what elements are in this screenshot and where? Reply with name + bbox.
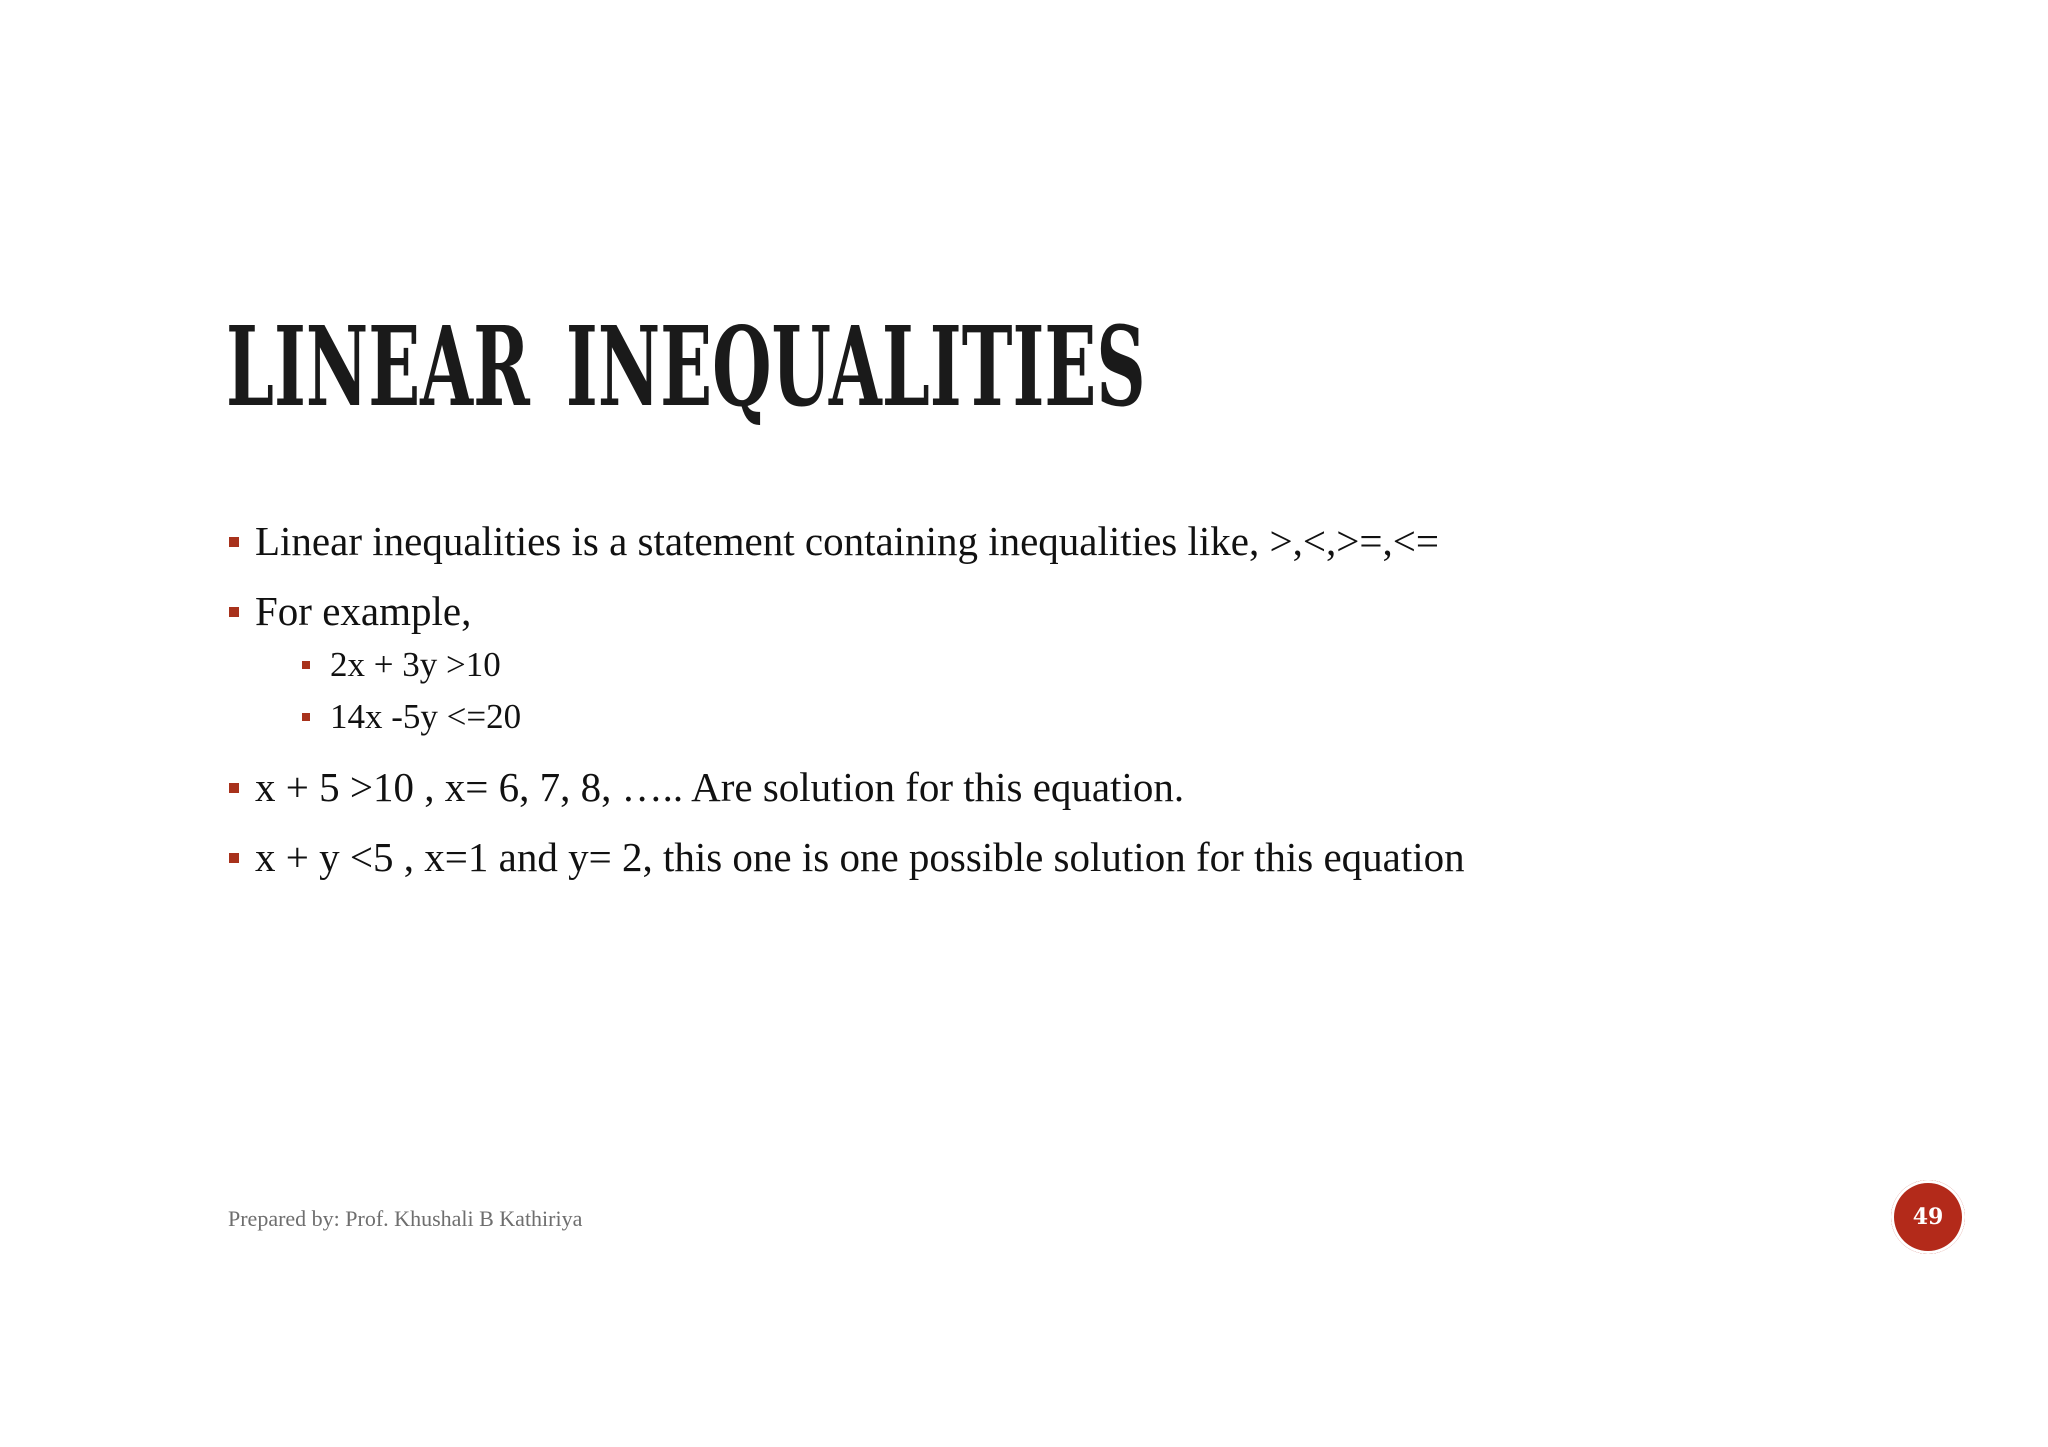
slide-footer: Prepared by: Prof. Khushali B Kathiriya	[228, 1206, 583, 1231]
bullet-item	[226, 831, 1926, 883]
sub-bullet-text: 14x -5y <=20	[330, 697, 522, 736]
square-bullet-icon	[229, 853, 239, 863]
sub-bullet-item	[255, 691, 1926, 743]
bullet-text: x + y <5 , x=1 and y= 2, this one is one possible solution for this equation	[255, 834, 1465, 880]
bullet-item	[226, 515, 1926, 567]
sub-bullet-list	[255, 639, 1926, 743]
page-number-badge	[1891, 1180, 1965, 1254]
square-bullet-icon	[229, 607, 239, 617]
bullet-item	[226, 761, 1926, 813]
slide-content	[226, 515, 1926, 901]
slide-title: LINEAR INEQUALITIES	[226, 302, 1146, 431]
page-number: 49	[1912, 1204, 1944, 1230]
sub-bullet-item	[255, 639, 1926, 691]
bullet-item	[226, 585, 1926, 743]
bullet-list	[226, 515, 1926, 883]
square-bullet-icon	[229, 783, 239, 793]
bullet-text: For example,	[255, 588, 472, 634]
bullet-text: Linear inequalities is a statement containing inequalities like, >,<,>=,<=	[255, 518, 1439, 564]
square-bullet-icon	[229, 537, 239, 547]
sub-bullet-text: 2x + 3y >10	[330, 645, 501, 684]
square-bullet-icon	[302, 661, 310, 669]
bullet-text: x + 5 >10 , x= 6, 7, 8, ….. Are solution for this equation.	[255, 764, 1185, 810]
square-bullet-icon	[302, 713, 310, 721]
